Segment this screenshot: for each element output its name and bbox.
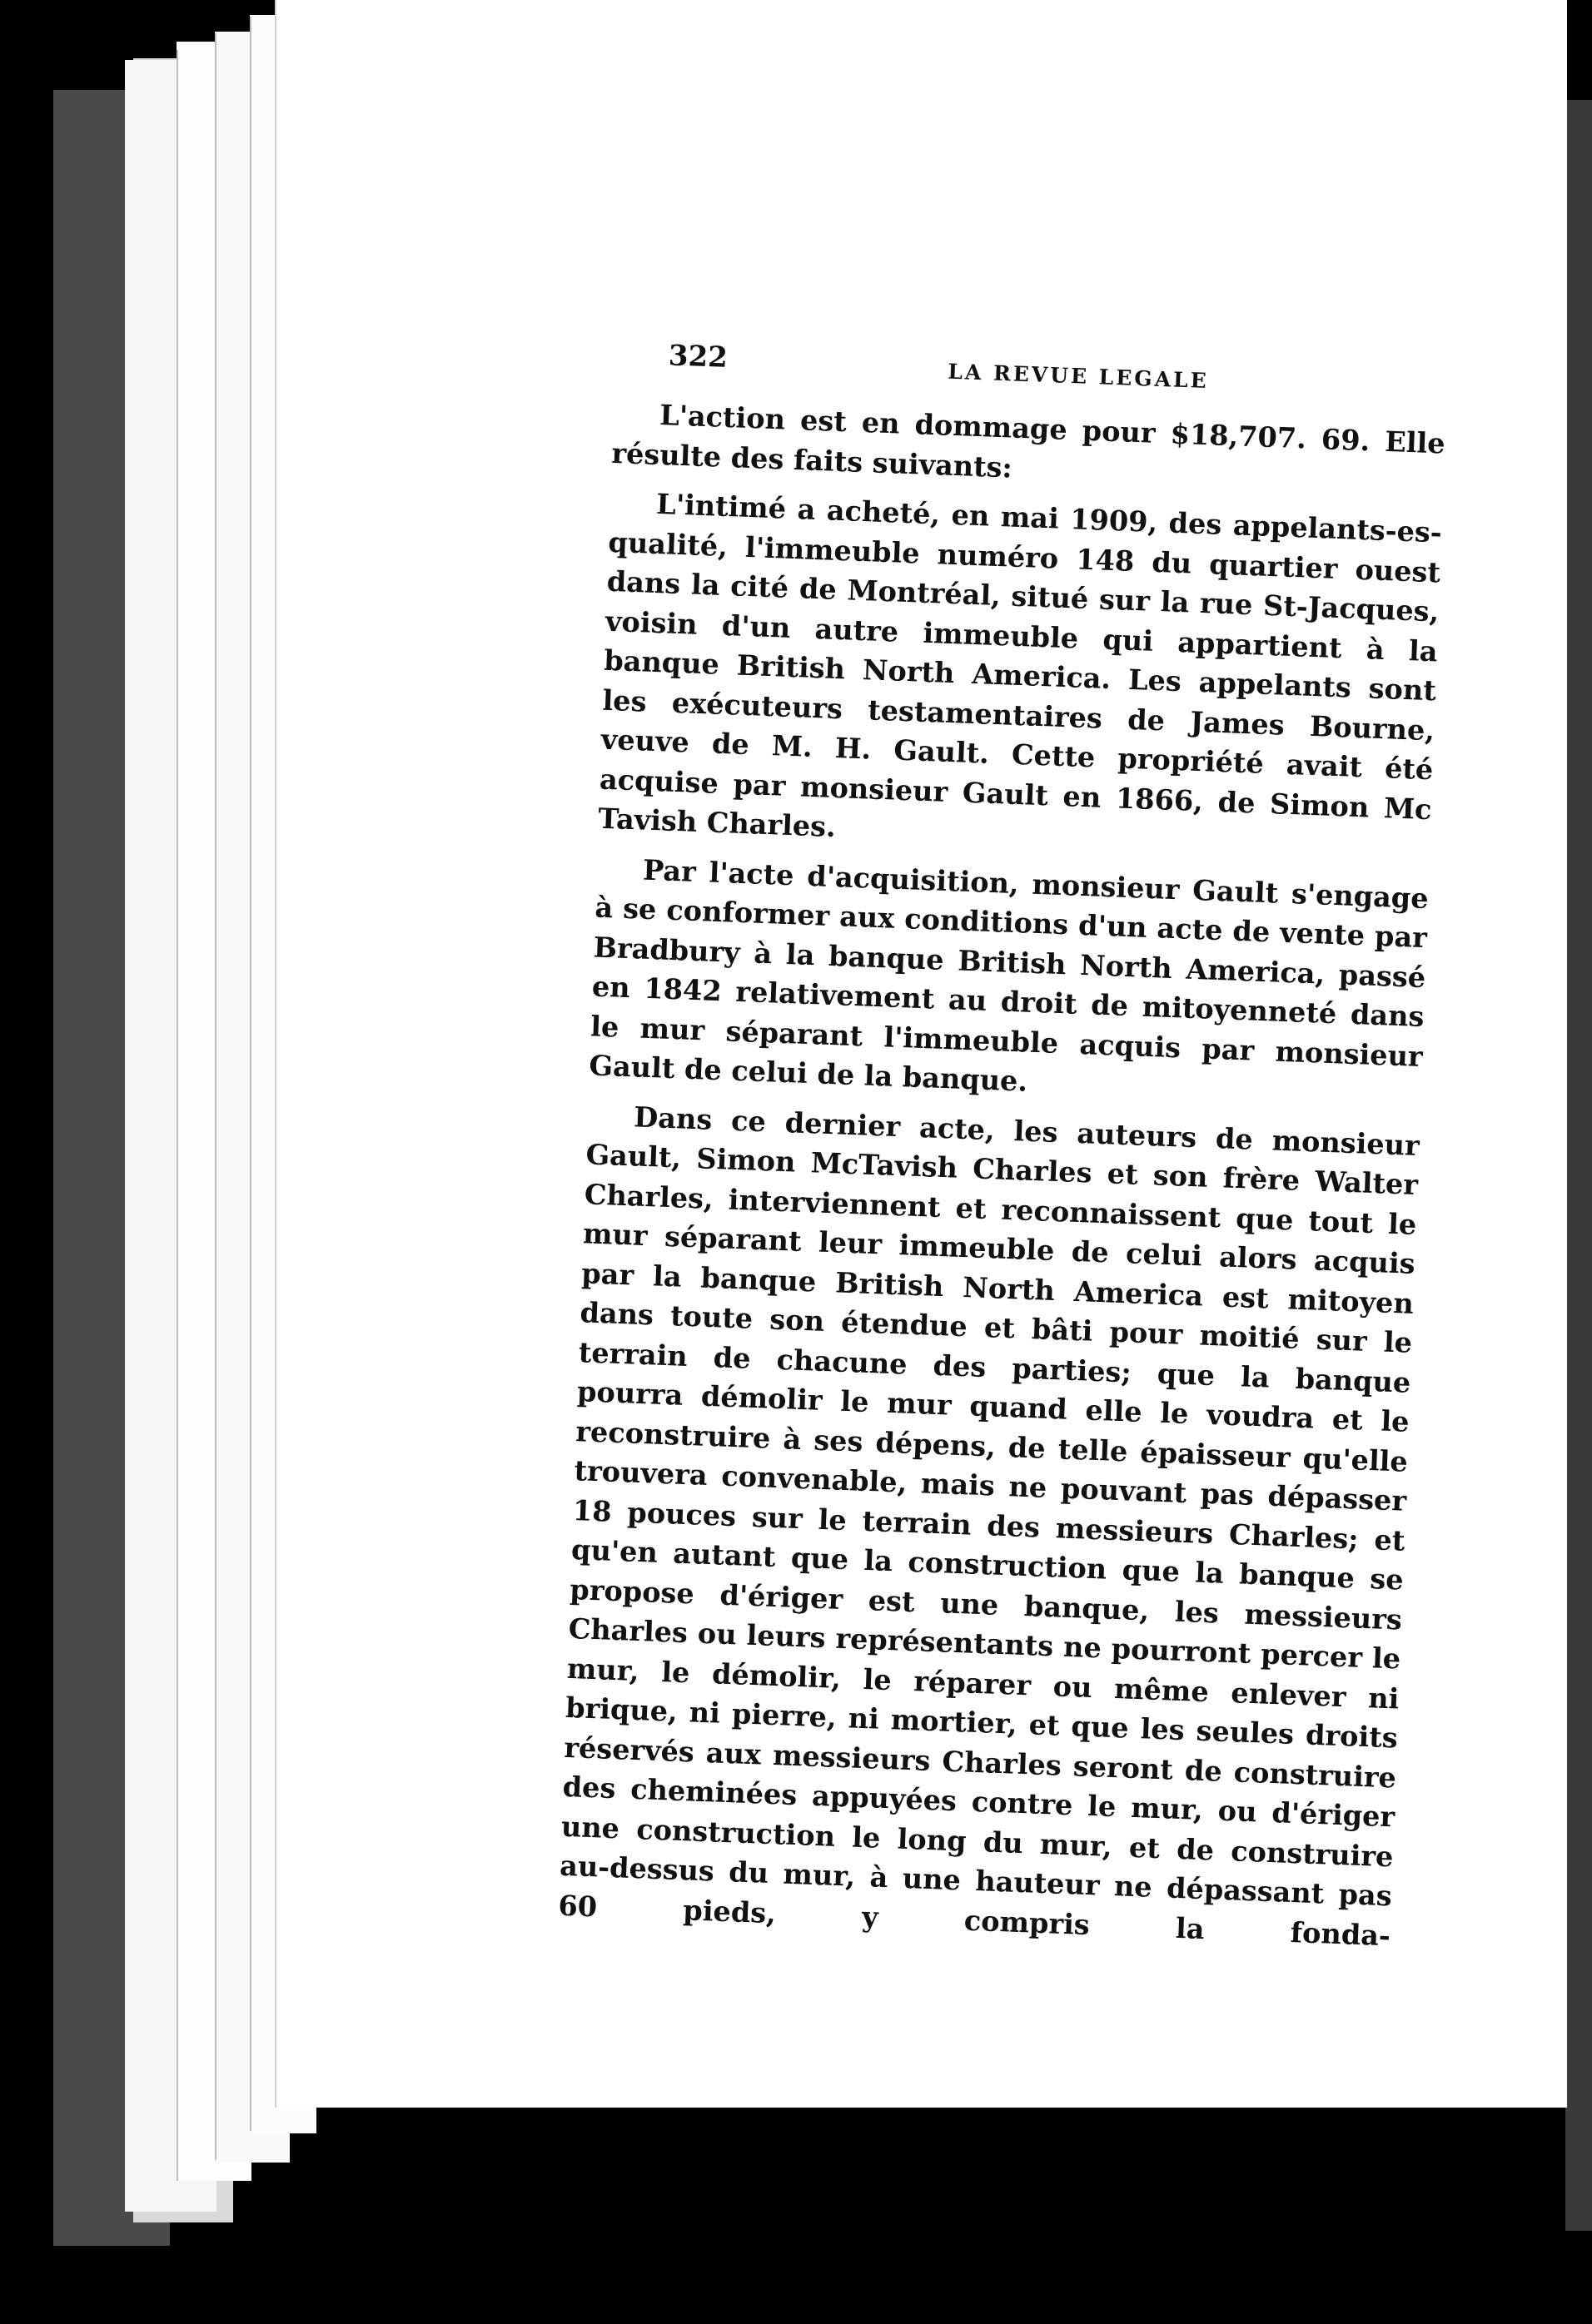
page-content bbox=[557, 329, 1448, 1965]
paragraph: Dans ce dernier acte, les auteurs de monsieur Gault, Simon McTavish Charles et son frère Walter Charles, interviennent et reconnaissent que tout le mur séparant leur immeuble de celui alors acquis par la banque British North America est mitoyen dans toute son étendue et bâti pour moitié sur le terrain de chacune des parties; que la banque pourra démolir le mur quand elle le voudra et le reconstruire à ses dépens, de telle épaisseur qu'elle trouvera convenable, mais ne pouvant pas dépasser 18 pouces sur le terrain des messieurs Charles; et qu'en autant que la construction que la banque se propose d'ériger est une banque, les messieurs Charles ou leurs représentants ne pourront percer le mur, le démolir, le réparer ou même enlever ni brique, ni pierre, ni mortier, et que les seules droits réservés aux messieurs Charles seront de construire des cheminées appuyées contre le mur, ou d'ériger une construction le long du mur, et de construire au-dessus du mur, à une hauteur ne dépassant pas 60 pieds, y compris la fonda- bbox=[557, 1100, 1420, 1952]
body-text bbox=[558, 394, 1446, 1955]
scan-border-right bbox=[1565, 100, 1592, 2231]
page-edge-line bbox=[177, 50, 178, 2181]
paragraph: Par l'acte d'acquisition, monsieur Gault s'engage à se conformer aux conditions d'un acte de vente par Bradbury à la banque British North America, passé en 1842 relativement au droit de mitoyenneté dans le mur séparant l'immeuble acquis par monsieur Gault de celui de la banque. bbox=[588, 853, 1430, 1098]
page-number: 322 bbox=[668, 339, 729, 375]
page-edge-line bbox=[215, 33, 216, 2160]
paragraph: L'action est en dommage pour $18,707. 69. Elle résulte des faits suivants: bbox=[610, 398, 1446, 484]
running-head: LA REVUE LEGALE bbox=[947, 359, 1210, 394]
page-edge-line bbox=[250, 17, 251, 2131]
paragraph: L'intimé a acheté, en mai 1909, des appelants-es-qualité, l'immeuble numéro 148 du quartier ouest dans la cité de Montréal, situé sur la rue St-Jacques, voisin d'un autre immeuble qui appartient à la banque British North America. Les appelants sont les exécuteurs testamentaires de James Bourne, veuve de M. H. Gault. Cette propriété avait été acquise par monsieur Gault en 1866, de Simon Mc Tavish Charles. bbox=[597, 487, 1443, 844]
